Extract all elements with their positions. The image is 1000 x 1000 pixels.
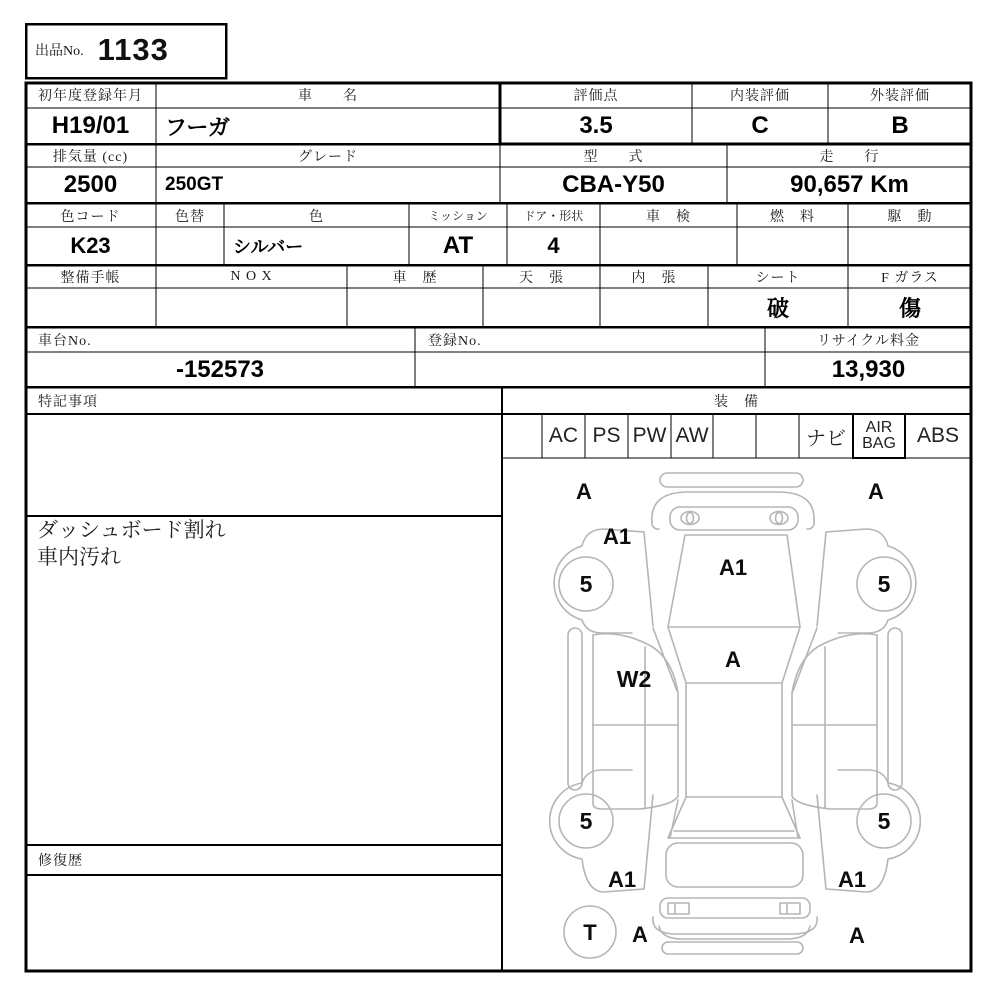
marker-rear-right-fender: A1 [837,867,867,892]
equipment-cell-navi: ナビ [806,427,846,450]
exterior-grade-label: 外装評価 [870,89,930,104]
marker-front-right-corner: A [868,479,884,504]
color-label: 色 [309,209,324,225]
interior-grade-value: C [751,112,769,139]
marker-left-door: W2 [616,666,652,692]
reg-no-label: 登録No. [428,334,482,349]
auction-no-box [25,23,235,77]
equipment-cell-ps: PS [592,424,621,447]
car-name-label: 車 名 [298,89,358,104]
transmission-label: ミッション [428,209,488,223]
color-change-label: 色替 [175,209,205,225]
notes-text [37,517,487,572]
headliner-value [483,288,600,327]
marker-rear-right-wheel: 5 [877,808,891,834]
model-code-label: 型 式 [583,150,644,165]
color-code-label: 色コード [60,209,121,225]
marker-front-right-wheel: 5 [877,571,891,597]
marker-rear-left-wheel: 5 [579,808,593,834]
recycle-fee-value: 13,930 [831,355,906,383]
grade-label: グレード [298,150,358,165]
marker-windshield: A1 [718,555,748,580]
auction-no-value: 1133 [97,32,169,67]
nox-label: N O X [230,269,273,284]
marker-spare-tire: T [583,920,597,945]
transmission-value: AT [442,232,474,259]
equipment-label: 装 備 [714,395,759,410]
marker-rear-left-fender: A1 [607,867,637,892]
score-label: 評価点 [573,89,619,104]
equipment-cell-abs: ABS [916,424,960,447]
chassis-no-value: -152573 [175,355,265,383]
notes-label: 特記事項 [38,395,98,410]
service-book-label: 整備手帳 [60,271,121,286]
headliner-label: 天 張 [519,271,564,286]
inspection-label: 車 検 [646,209,691,225]
equipment-cell-ac: AC [548,424,579,447]
nox-value [156,288,347,327]
marker-rear-right-corner: A [849,923,865,948]
color-value: シルバー [233,237,304,257]
reg-no-value [415,352,765,387]
marker-rear-left-corner: A [632,922,648,947]
doors-value: 4 [547,233,560,258]
equipment-cell [502,414,542,458]
car-name-value: フーガ [165,114,230,140]
seat-label: シート [755,271,801,286]
equipment-cell [756,414,799,458]
doors-label: ドア・形状 [523,209,584,223]
marker-left-front-fender: A1 [602,524,632,549]
fuel-label: 燃 料 [770,209,815,225]
notes-line-1: ダッシュボード割れ [37,519,226,542]
color-change-value [156,227,224,265]
score-value: 3.5 [579,112,613,139]
equipment-cell-aw: AW [675,424,709,447]
drive-label: 駆 動 [887,209,933,225]
interior-grade-label: 内装評価 [730,89,790,104]
equipment-cell-airbag: AIR BAG [862,418,896,452]
first-reg-label: 初年度登録年月 [38,89,143,104]
service-book-value [25,288,156,327]
first-reg-value: H19/01 [51,112,130,139]
equipment-cell [713,414,756,458]
marker-front-left-corner: A [576,479,592,504]
mileage-label: 走 行 [819,150,880,165]
marker-front-left-wheel: 5 [579,571,593,597]
history-value [347,288,483,327]
color-code-value: K23 [70,233,111,258]
mileage-value: 90,657 Km [790,171,909,198]
chassis-no-label: 車台No. [38,334,92,349]
repair-history-label: 修復歴 [38,854,83,869]
notes-line-2: 車内汚れ [37,546,121,570]
equipment-cell-pw: PW [632,424,667,447]
history-label: 車 歴 [392,271,438,286]
drive-value [848,227,972,265]
displacement-value: 2500 [63,171,118,198]
f-glass-value: 傷 [898,296,921,321]
seat-value: 破 [766,296,789,321]
door-trim-label: 内 張 [631,271,677,286]
marker-roof-front: A [725,647,741,672]
displacement-label: 排気量 (cc) [52,150,129,165]
inspection-value [600,227,737,265]
exterior-grade-value: B [891,112,909,139]
door-trim-value [600,288,708,327]
fuel-value [737,227,848,265]
auction-no-label: 出品No. [35,44,84,59]
recycle-fee-label: リサイクル料金 [816,334,921,349]
grade-value: 250GT [165,174,224,195]
f-glass-label: F ガラス [881,271,939,286]
model-code-value: CBA-Y50 [562,171,665,198]
